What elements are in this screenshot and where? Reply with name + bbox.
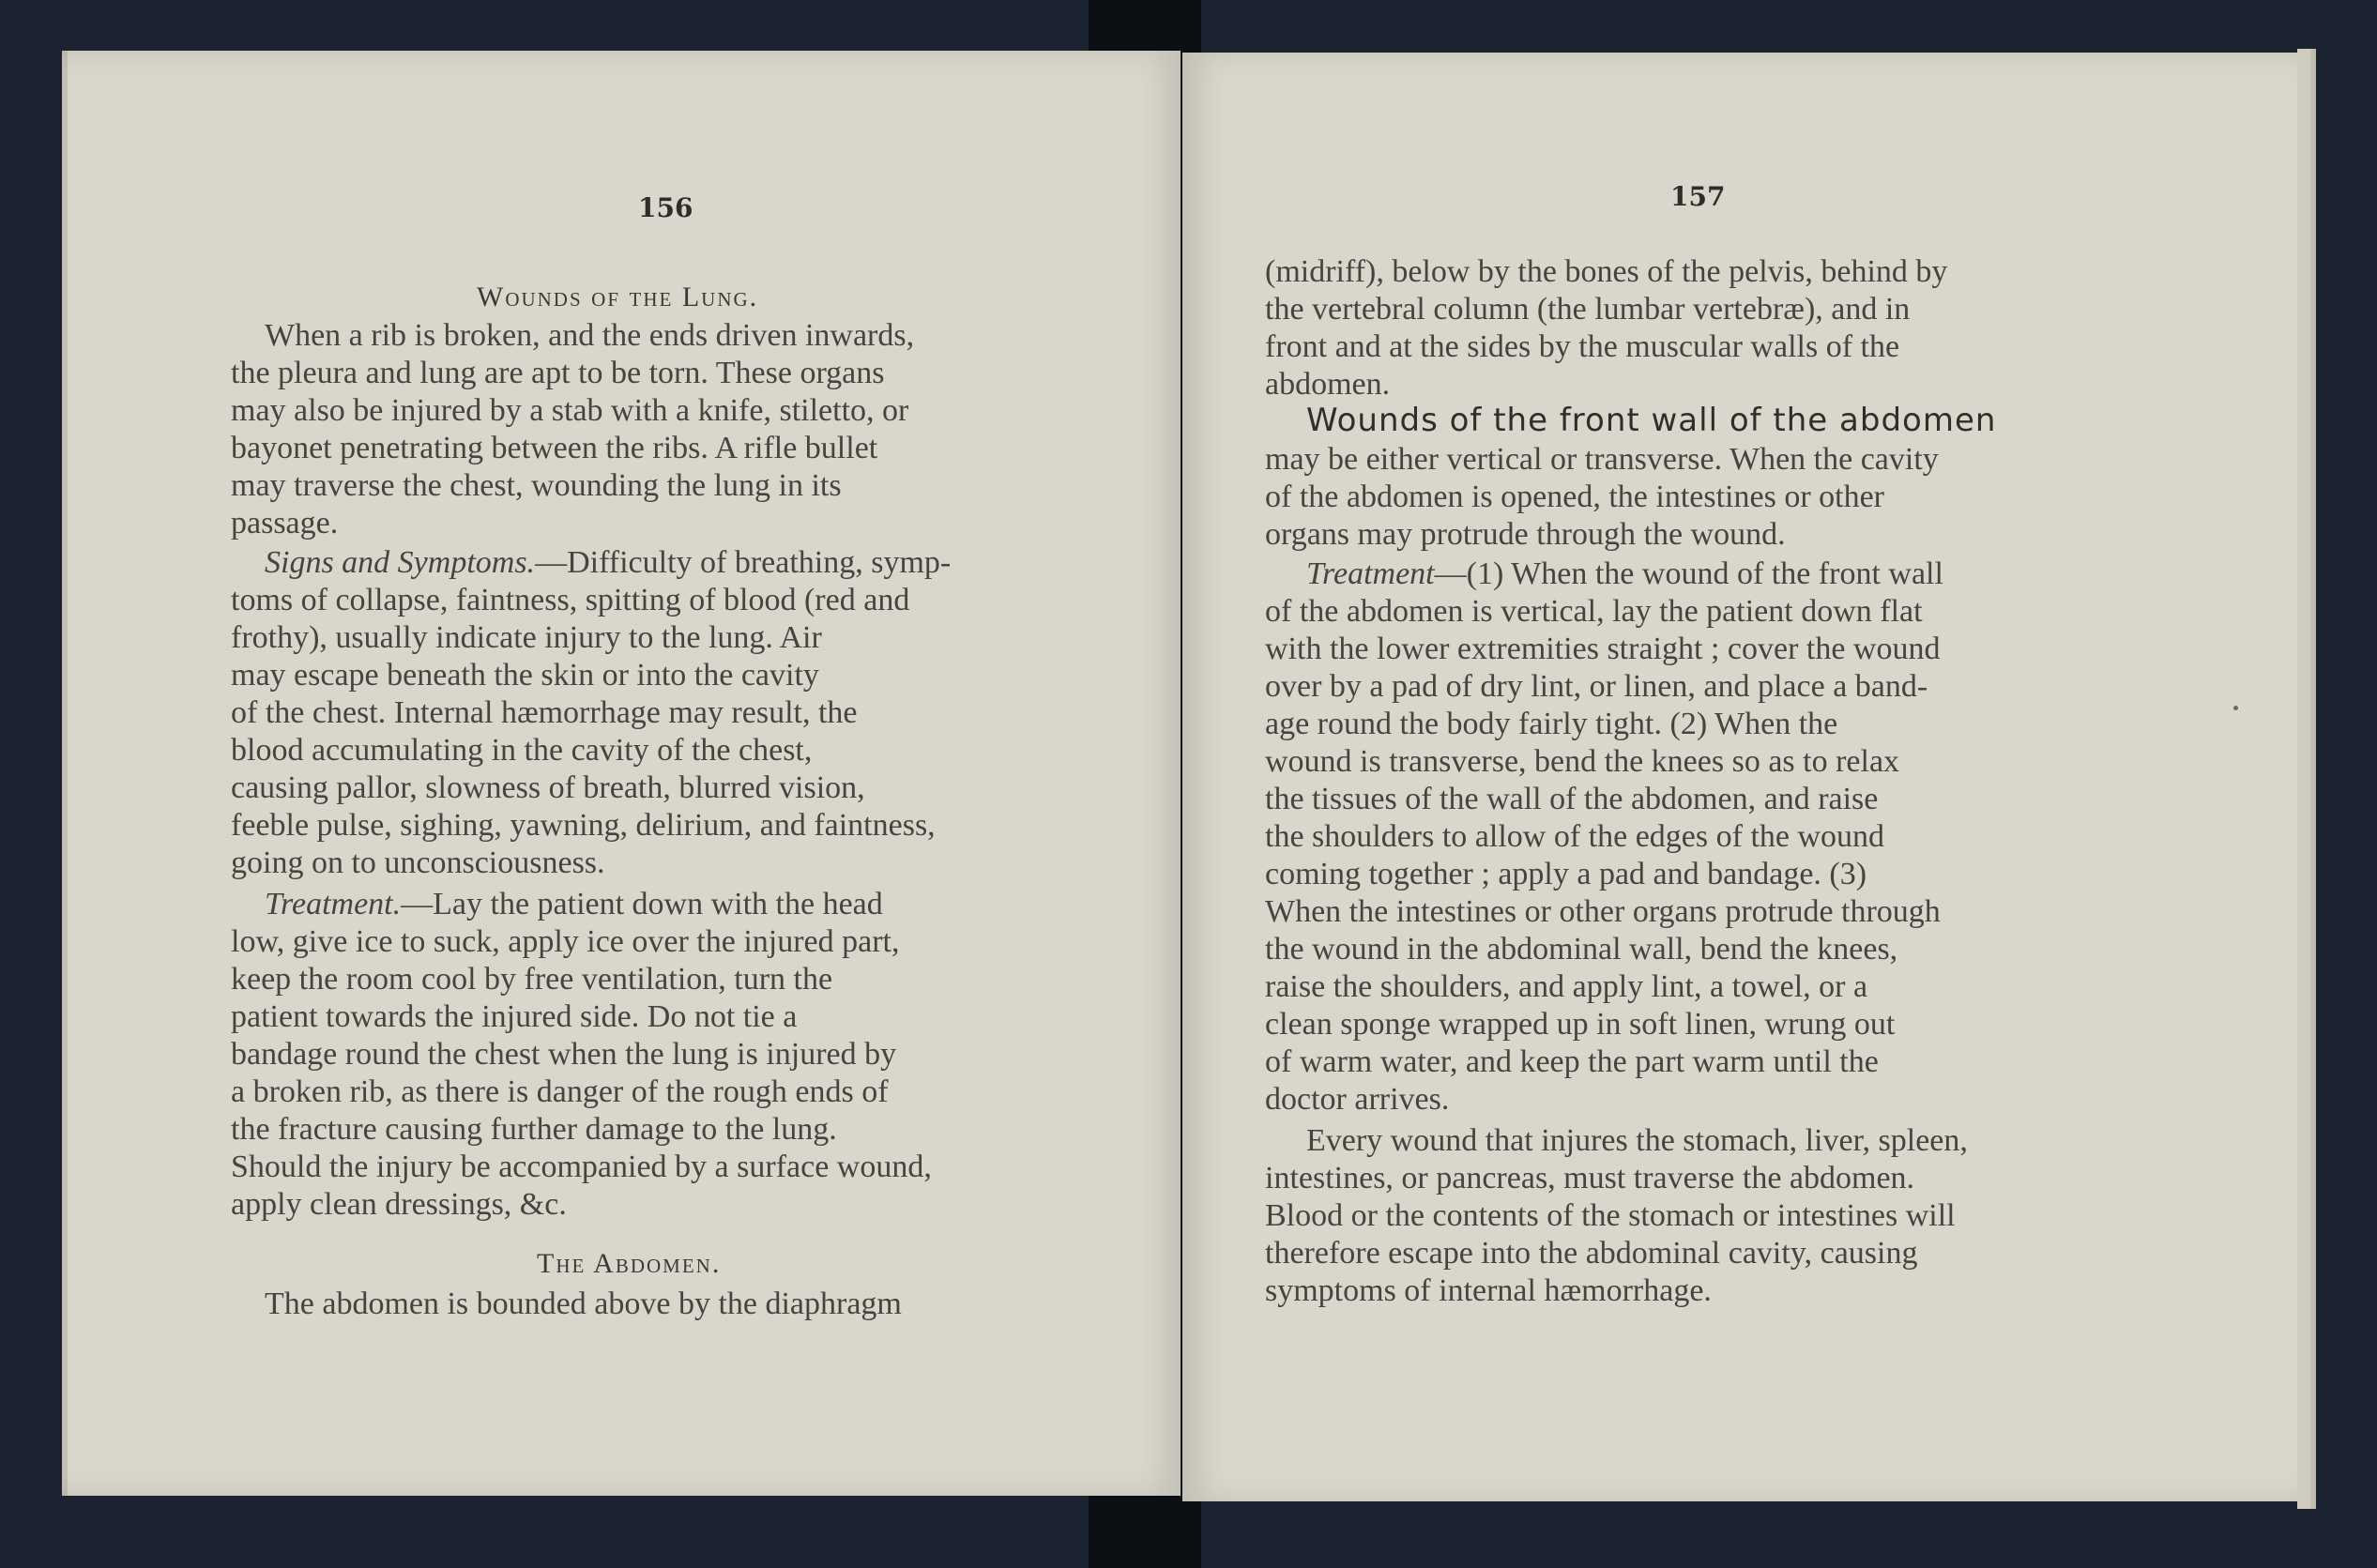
text-line: blood accumulating in the cavity of the chest, xyxy=(231,733,813,768)
text-line: of the abdomen is vertical, lay the patient down flat xyxy=(1265,594,1923,629)
text-line: age round the body fairly tight. (2) When the xyxy=(1265,707,1838,741)
text-line: When the intestines or other organs protrude through xyxy=(1265,894,1941,929)
text-line: the wound in the abdominal wall, bend the knees, xyxy=(1265,932,1898,967)
text-line: (midriff), below by the bones of the pelvis, behind by xyxy=(1265,254,1948,289)
treatment-label: Treatment. xyxy=(265,887,402,921)
text-line: therefore escape into the abdominal cavity, causing xyxy=(1265,1236,1918,1271)
text-line: patient towards the injured side. Do not tie a xyxy=(231,999,798,1034)
right-page-number: 157 xyxy=(1670,181,1726,212)
text-line: frothy), usually indicate injury to the lung. Air xyxy=(231,620,822,655)
text-line: the fracture causing further damage to the lung. xyxy=(231,1112,837,1147)
text-line: with the lower extremities straight ; cover the wound xyxy=(1265,632,1941,666)
text-line: feeble pulse, sighing, yawning, delirium, and faintness, xyxy=(231,808,936,843)
treatment-paragraph-first-line xyxy=(265,886,883,923)
text-line: apply clean dressings, &c. xyxy=(231,1187,567,1222)
text-line: coming together ; apply a pad and bandage. (3) xyxy=(1265,857,1867,891)
text-line: raise the shoulders, and apply lint, a towel, or a xyxy=(1265,969,1868,1004)
text-line: may also be injured by a stab with a knife, stiletto, or xyxy=(231,393,909,428)
text-line: front and at the sides by the muscular walls of the xyxy=(1265,329,1900,364)
text-line: the tissues of the wall of the abdomen, and raise xyxy=(1265,782,1879,816)
text-line: intestines, or pancreas, must traverse the abdomen. xyxy=(1265,1161,1915,1195)
text-line: of the abdomen is opened, the intestines or other xyxy=(1265,480,1884,514)
text-line: bayonet penetrating between the ribs. A rifle bullet xyxy=(231,431,878,465)
page-edges xyxy=(2297,49,2310,1509)
text-line: may escape beneath the skin or into the cavity xyxy=(231,658,819,693)
text-line: of warm water, and keep the part warm until the xyxy=(1265,1044,1879,1079)
text-line: Blood or the contents of the stomach or intestines will xyxy=(1265,1198,1956,1233)
text-line: going on to unconsciousness. xyxy=(231,845,605,880)
text-line: symptoms of internal hæmorrhage. xyxy=(1265,1273,1712,1308)
heading-wounds-front-wall: Wounds of the front wall of the abdomen xyxy=(1306,402,1997,439)
signs-label: Signs and Symptoms. xyxy=(265,545,536,580)
treatment-text: —(1) When the wound of the front wall xyxy=(1434,556,1943,591)
text-line: over by a pad of dry lint, or linen, and place a band- xyxy=(1265,669,1928,704)
left-page-number: 156 xyxy=(638,192,693,223)
signs-text: —Difficulty of breathing, symp- xyxy=(535,545,952,580)
text-line: doctor arrives. xyxy=(1265,1082,1450,1117)
treatment-text: —Lay the patient down with the head xyxy=(401,887,883,921)
text-line: clean sponge wrapped up in soft linen, wrung out xyxy=(1265,1007,1896,1042)
text-line: low, give ice to suck, apply ice over the injured part, xyxy=(231,924,900,959)
signs-paragraph-first-line xyxy=(265,544,951,582)
text-line: When a rib is broken, and the ends driven inwards, xyxy=(265,318,915,353)
text-line: the pleura and lung are apt to be torn. These organs xyxy=(231,356,885,390)
text-line: Every wound that injures the stomach, liver, spleen, xyxy=(1306,1123,1968,1158)
treatment-paragraph-first-line xyxy=(1306,556,1943,593)
text-line: may traverse the chest, wounding the lung in its xyxy=(231,468,842,503)
text-line: the shoulders to allow of the edges of the wound xyxy=(1265,819,1885,854)
text-line: Should the injury be accompanied by a surface wound, xyxy=(231,1149,932,1184)
treatment-label: Treatment xyxy=(1306,556,1435,591)
text-line: a broken rib, as there is danger of the rough ends of xyxy=(231,1074,889,1109)
text-line: The abdomen is bounded above by the diaphragm xyxy=(265,1286,902,1321)
text-line: may be either vertical or transverse. When the cavity xyxy=(1265,442,1939,477)
text-line: wound is transverse, bend the knees so as to relax xyxy=(1265,744,1900,779)
margin-speck xyxy=(2233,706,2238,710)
text-line: the vertebral column (the lumbar vertebræ), and in xyxy=(1265,292,1911,327)
text-line: organs may protrude through the wound. xyxy=(1265,517,1786,552)
heading-wounds-of-the-lung: Wounds of the Lung. xyxy=(477,282,759,312)
text-line: passage. xyxy=(231,506,339,540)
text-line: bandage round the chest when the lung is injured by xyxy=(231,1037,897,1072)
text-line: of the chest. Internal hæmorrhage may result, the xyxy=(231,695,858,730)
text-line: toms of collapse, faintness, spitting of blood (red and xyxy=(231,583,910,617)
text-line: keep the room cool by free ventilation, turn the xyxy=(231,962,833,997)
heading-the-abdomen: The Abdomen. xyxy=(537,1248,722,1279)
text-line: abdomen. xyxy=(1265,367,1391,402)
text-line: causing pallor, slowness of breath, blurred vision, xyxy=(231,770,865,805)
